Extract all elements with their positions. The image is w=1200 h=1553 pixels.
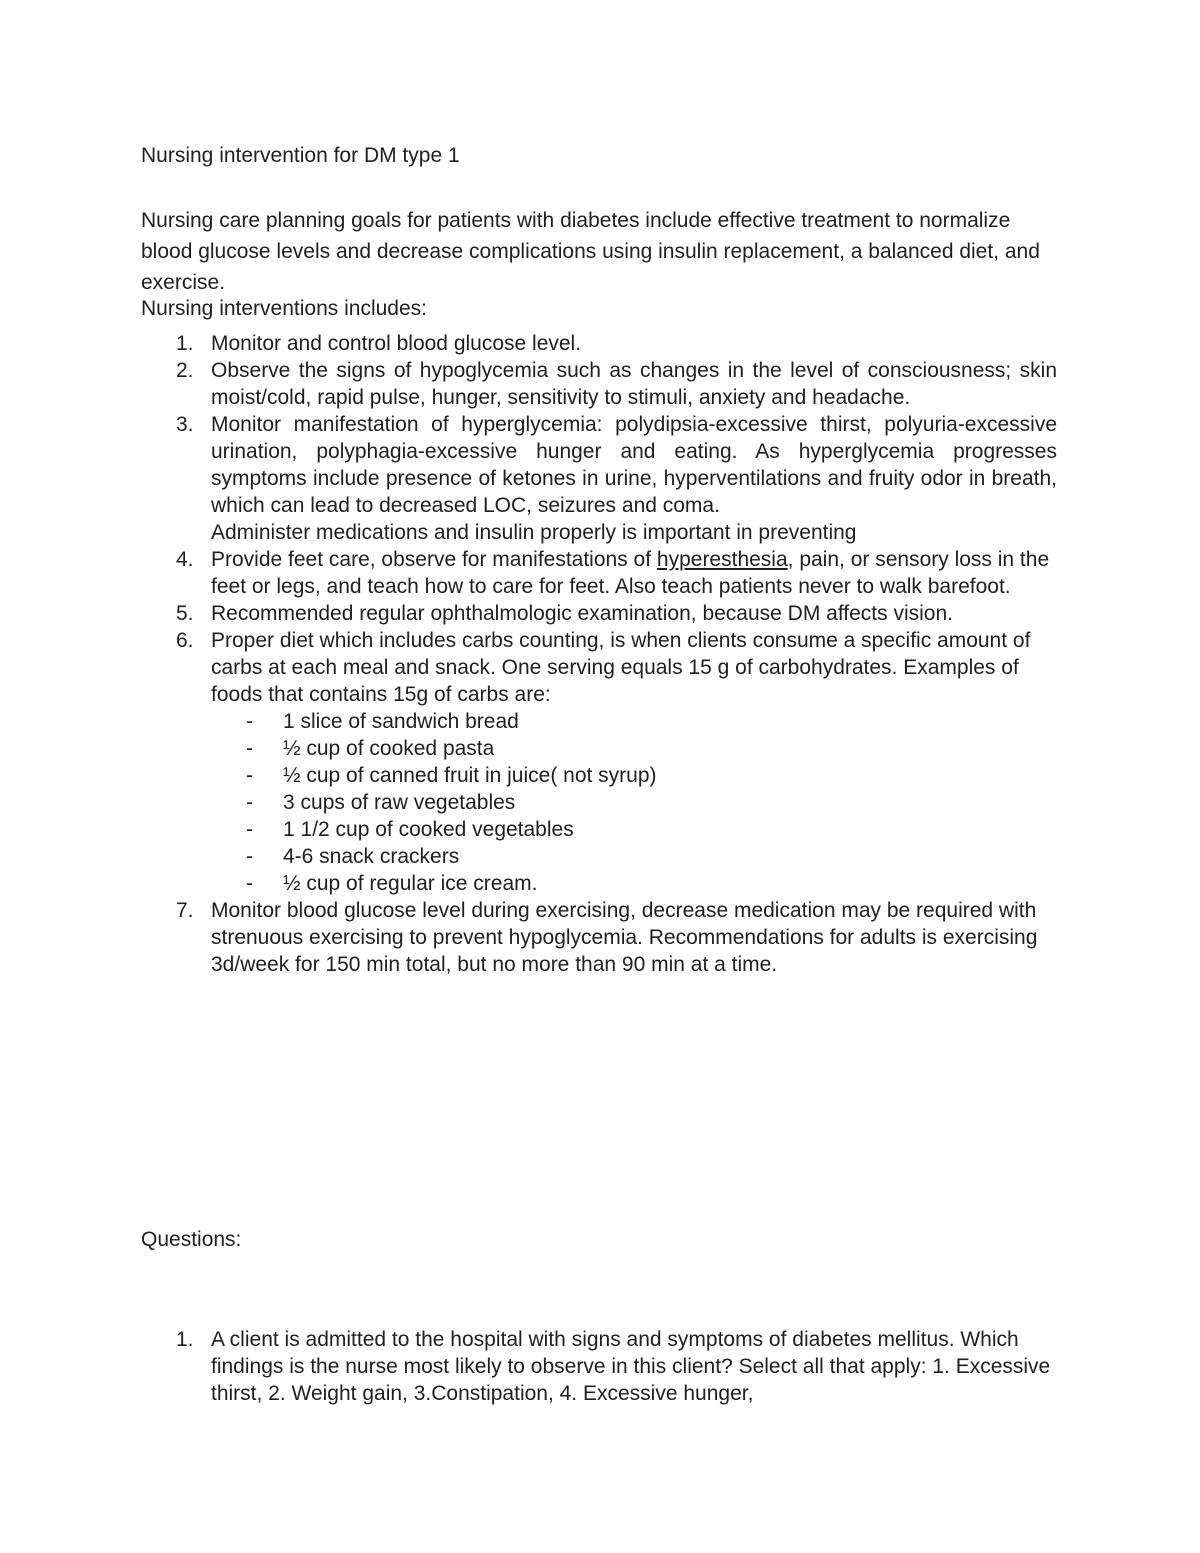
carb-example-text: 1 slice of sandwich bread [283,710,519,733]
list-item-text-continued: Administer medications and insulin properly is important in preventing [211,521,857,544]
list-item-text: Monitor blood glucose level during exercising, decrease medication may be required with strenuous exercising to prevent hypoglycemia. Recommendations for adults is exercising 3d/week for 150 min total, but no more than 90 min at a time. [211,899,1038,976]
dash-bullet: - [246,818,253,841]
carb-example-item [0,789,1200,816]
intro-paragraph: Nursing care planning goals for patients with diabetes include effective treatment to normalize blood glucose levels and decrease complications using insulin replacement, a balanced diet, and exercise. [141,209,1040,294]
carb-example-item [0,762,1200,789]
interventions-heading: Nursing interventions includes: [141,297,427,320]
carb-example-item [0,816,1200,843]
document-title: Nursing intervention for DM type 1 [141,144,460,167]
list-item-text-pre: Provide feet care, observe for manifestations of [211,548,657,571]
list-item [0,897,1057,978]
list-item [0,330,1057,357]
carb-example-text: 4-6 snack crackers [283,845,460,868]
questions-list [0,1326,1200,1407]
list-item [0,627,1057,708]
list-number: 2. [176,359,194,382]
carb-example-item [0,870,1200,897]
list-number: 5. [176,602,194,625]
list-item [0,357,1057,411]
carb-example-text: ½ cup of canned fruit in juice( not syrup) [283,764,657,787]
list-number: 1. [176,332,194,355]
carb-example-text: ½ cup of cooked pasta [283,737,495,760]
dash-bullet: - [246,872,253,895]
list-number: 7. [176,899,194,922]
question-text: A client is admitted to the hospital with signs and symptoms of diabetes mellitus. Which findings is the nurse most likely to observe in this client? Select all that apply: 1. Excessive thirst, 2. Weight gain, 3.Constipation, 4. Excessive hunger, [211,1328,1051,1405]
hyperesthesia-link[interactable]: hyperesthesia [656,548,788,571]
list-item-text: Recommended regular ophthalmologic examination, because DM affects vision. [211,602,954,625]
interventions-list [0,330,1200,978]
list-number: 6. [176,629,194,652]
carb-example-text: 3 cups of raw vegetables [283,791,516,814]
dash-bullet: - [246,791,253,814]
carb-example-item [0,843,1200,870]
list-item-text: Observe the signs of hypoglycemia such as changes in the level of consciousness; skin moist/cold, rapid pulse, hunger, sensitivity to stimuli, anxiety and headache. [211,359,1057,409]
carb-example-text: 1 1/2 cup of cooked vegetables [283,818,574,841]
list-item-text: Proper diet which includes carbs counting, is when clients consume a specific amount of carbs at each meal and snack. One serving equals 15 g of carbohydrates. Examples of foods that contains 15g of carbs are: [211,629,1031,706]
list-item-text: Monitor and control blood glucose level. [211,332,582,355]
dash-bullet: - [246,710,253,733]
question-item [0,1326,1057,1407]
list-item-text-post: , pain, or sensory loss in the feet or legs, and teach how to care for feet. Also teach patients never to walk barefoot. [211,548,1050,598]
list-number: 4. [176,548,194,571]
carb-example-item [0,708,1200,735]
list-item-text [211,546,1057,600]
question-number: 1. [176,1328,194,1351]
list-item [0,411,1057,546]
list-item-text: Monitor manifestation of hyperglycemia: polydipsia-excessive thirst, polyuria-excessive urination, polyphagia-excessive hunger and eating. As hyperglycemia progresses symptoms include presence of ketones in urine, hyperventilations and fruity odor in breath, which can lead to decreased LOC, seizures and coma. [211,413,1057,517]
list-item [0,546,1057,600]
carb-example-item [0,735,1200,762]
list-number: 3. [176,413,194,436]
questions-heading: Questions: [141,1228,242,1251]
carb-example-text: ½ cup of regular ice cream. [283,872,538,895]
dash-bullet: - [246,737,253,760]
dash-bullet: - [246,764,253,787]
list-item [0,600,1057,627]
dash-bullet: - [246,845,253,868]
